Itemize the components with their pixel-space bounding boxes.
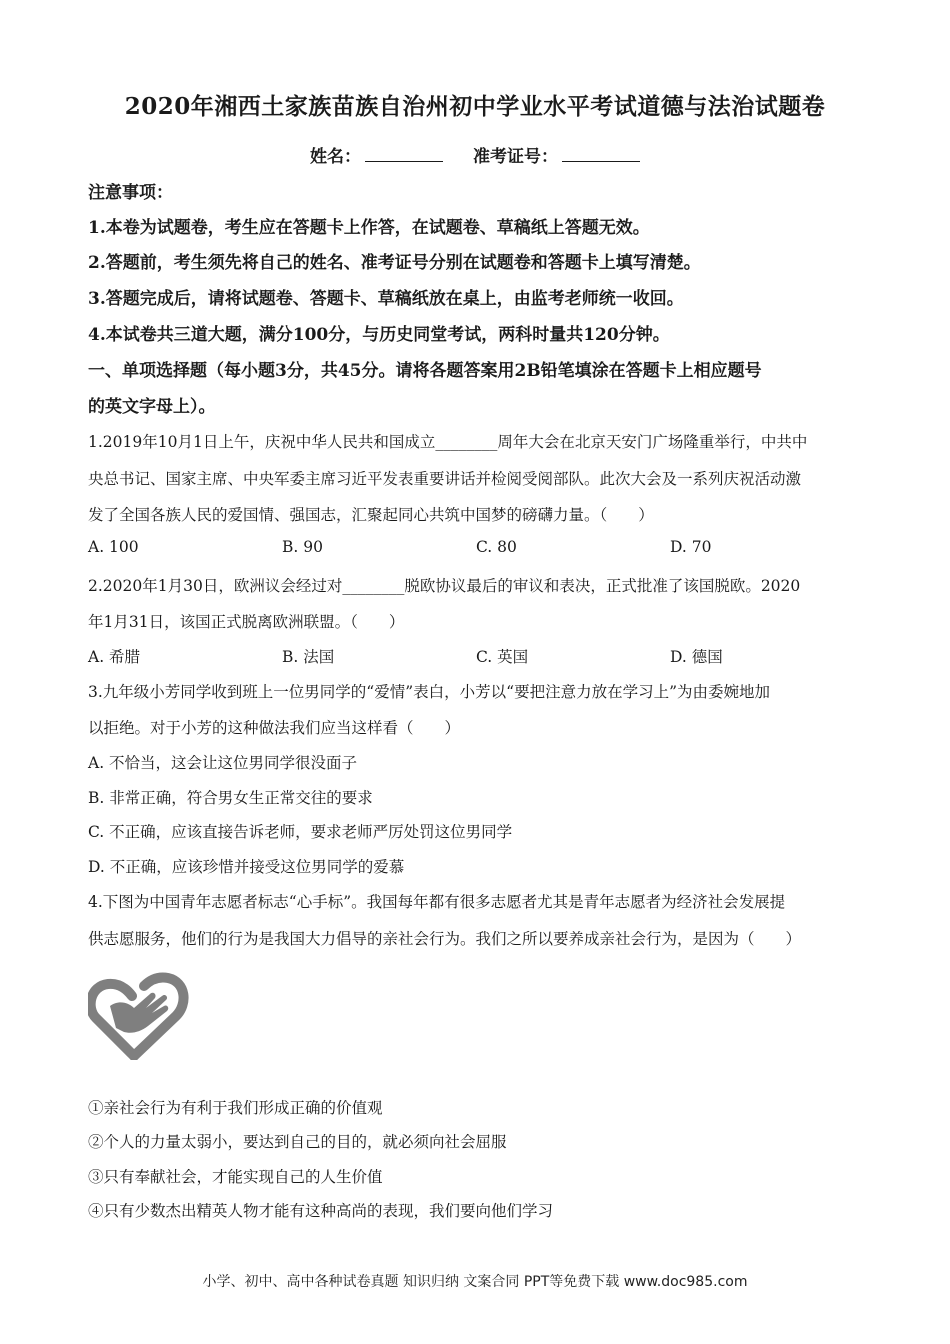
id-blank [562, 147, 640, 162]
statement-item: ④只有少数杰出精英人物才能有这种高尚的表现，我们要向他们学习 [88, 1202, 554, 1220]
option-b: B. 法国 [282, 648, 335, 666]
question-4-text: 4.下图为中国青年志愿者标志“心手标”。我国每年都有很多志愿者尤其是青年志愿者为经济社会发展提 [88, 893, 786, 911]
section-heading: 的英文字母上）。 [88, 397, 216, 417]
question-2-text: 年1月31日，该国正式脱离欧洲联盟。（ ） [88, 613, 405, 631]
option-d: D. 不正确，应该珍惜并接受这位男同学的爱慕 [88, 858, 405, 876]
question-1-text: 发了全国各族人民的爱国情、强国志，汇聚起同心共筑中国梦的磅礴力量。（ ） [88, 506, 654, 524]
question-3-text: 3.九年级小芳同学收到班上一位男同学的“爱情”表白，小芳以“要把注意力放在学习上”为由委婉地加 [88, 683, 770, 701]
section-heading: 一、单项选择题（每小题3分，共45分。请将各题答案用2B铅笔填涂在答题卡上相应题号 [88, 361, 762, 381]
name-blank [365, 147, 443, 162]
option-c: C. 不正确，应该直接告诉老师，要求老师严厉处罚这位男同学 [88, 823, 513, 841]
question-4-text: 供志愿服务，他们的行为是我国大力倡导的亲社会行为。我们之所以要养成亲社会行为，是因为（ ） [88, 930, 802, 948]
statement-item: ②个人的力量太弱小，要达到自己的目的，就必须向社会屈服 [88, 1133, 507, 1151]
heart-hand-icon [88, 972, 192, 1060]
option-b: B. 90 [282, 538, 323, 556]
statement-item: ①亲社会行为有利于我们形成正确的价值观 [88, 1099, 383, 1117]
notice-item: 3.答题完成后，请将试题卷、答题卡、草稿纸放在桌上，由监考老师统一收回。 [88, 289, 684, 309]
notice-heading: 注意事项： [88, 183, 173, 203]
option-c: C. 80 [476, 538, 517, 556]
option-a: A. 100 [88, 538, 139, 556]
option-d: D. 德国 [670, 648, 723, 666]
question-1-text: 1.2019年10月1日上午，庆祝中华人民共和国成立________周年大会在北京天安门广场隆重举行，中共中 [88, 433, 808, 451]
statement-item: ③只有奉献社会，才能实现自己的人生价值 [88, 1168, 383, 1186]
name-bar [0, 142, 950, 167]
question-2-text: 2.2020年1月30日，欧洲议会经过对________脱欧协议最后的审议和表决，正式批准了该国脱欧。2020 [88, 577, 801, 595]
notice-item: 1.本卷为试题卷，考生应在答题卡上作答，在试题卷、草稿纸上答题无效。 [88, 218, 650, 238]
notice-item: 2.答题前，考生须先将自己的姓名、准考证号分别在试题卷和答题卡上填写清楚。 [88, 253, 701, 273]
notice-item: 4.本试卷共三道大题，满分100分，与历史同堂考试，两科时量共120分钟。 [88, 325, 670, 345]
page-title: 2020年湘西土家族苗族自治州初中学业水平考试道德与法治试题卷 [124, 93, 826, 120]
question-1-text: 央总书记、国家主席、中央军委主席习近平发表重要讲话并检阅受阅部队。此次大会及一系列庆祝活动激 [88, 470, 802, 488]
page-footer: 小学、初中、高中各种试卷真题 知识归纳 文案合同 PPT等免费下载 www.doc985.com [202, 1274, 748, 1290]
option-b: B. 非常正确，符合男女生正常交往的要求 [88, 789, 373, 807]
option-d: D. 70 [670, 538, 712, 556]
id-label: 准考证号： [473, 147, 558, 167]
option-c: C. 英国 [476, 648, 529, 666]
question-3-text: 以拒绝。对于小芳的这种做法我们应当这样看（ ） [88, 719, 461, 737]
name-label: 姓名： [310, 147, 361, 167]
option-a: A. 希腊 [88, 648, 141, 666]
option-a: A. 不恰当，这会让这位男同学很没面子 [88, 754, 358, 772]
